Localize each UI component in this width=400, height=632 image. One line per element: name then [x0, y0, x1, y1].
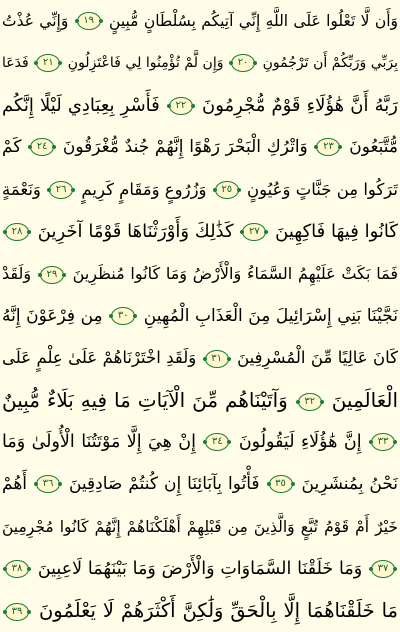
verse-text: وَمَا خَلَقْنَا السَّمَاوَاتِ وَالْأَرْضَ وَمَا بَيْنَهُمَا لَاعِبِينَ: [37, 558, 363, 579]
line-content: [2, 306, 398, 326]
text-line: [2, 84, 398, 126]
line-content: [2, 221, 398, 242]
ayah-number: ٢٩: [46, 268, 58, 280]
text-line: [2, 253, 398, 295]
ayah-end-marker: [215, 181, 239, 199]
verse-text: إِنَّ هَٰؤُلَاءِ لَيَقُولُونَ: [238, 432, 362, 453]
ayah-end-marker: [169, 97, 193, 115]
ayah-number: ٢٧: [248, 226, 260, 238]
text-line: [2, 42, 398, 84]
verse-text: وَإِنِّي عُذْتُ: [2, 11, 69, 30]
ayah-end-marker: [205, 433, 229, 451]
text-line: [2, 463, 398, 505]
line-content: [2, 180, 398, 200]
ayah-number: ٢٥: [221, 184, 233, 196]
verse-text: وَآتَيْنَاهُم مِّنَ الْآيَاتِ مَا فِيهِ بَلَاءٌ مُّبِينٌ: [2, 388, 288, 413]
verse-text: مِن فِرْعَوْنَ إِنَّهُ: [2, 305, 103, 326]
verse-text: وَلَقَدْ: [2, 264, 32, 284]
ayah-end-marker: [30, 138, 54, 156]
line-content: [2, 518, 398, 536]
line-content: [2, 95, 398, 116]
verse-text: وَنَعْمَةٍ: [2, 179, 41, 199]
ayah-number: ٢١: [42, 57, 54, 69]
verse-text: بِرَبِّي وَرَبِّكُمْ أَن تَرْجُمُونِ: [262, 55, 398, 72]
line-content: [2, 474, 398, 494]
text-line: [2, 295, 398, 337]
verse-text: وَاتْرُكِ الْبَحْرَ رَهْوًا إِنَّهُمْ جُندٌ مُّغْرَقُونَ: [62, 137, 308, 158]
ayah-number: ٣٠: [117, 309, 129, 321]
line-content: [2, 54, 398, 72]
verse-text: مُّتَّبَعُونَ: [349, 137, 398, 158]
ayah-number: ٣٩: [11, 605, 23, 617]
ayah-end-marker: [298, 393, 322, 411]
ayah-end-marker: [111, 307, 135, 325]
text-line: [2, 211, 398, 253]
ayah-end-marker: [371, 560, 395, 578]
verse-text: فَأَسْرِ بِعِبَادِي لَيْلًا إِنَّكُم: [2, 94, 160, 116]
ayah-end-marker: [205, 350, 229, 368]
ayah-number: ٣١: [211, 352, 223, 364]
verse-text: وَلَقَدِ اخْتَرْنَاهُمْ عَلَىٰ عِلْمٍ عَلَى: [2, 348, 197, 368]
verse-text: كَانُوا فِيهَا فَاكِهِينَ: [275, 221, 398, 243]
verse-text: فَمَا بَكَتْ عَلَيْهِمُ السَّمَاءُ وَالْأَرْضُ وَمَا كَانُوا مُنظَرِينَ: [72, 264, 398, 284]
ayah-number: ٣٢: [304, 395, 316, 407]
verse-text: كَانَ عَالِيًا مِّنَ الْمُسْرِفِينَ: [237, 348, 398, 368]
verse-text: خَيْرٌ أَمْ قَوْمُ تُبَّعٍ وَالَّذِينَ مِن قَبْلِهِمْ أَهْلَكْنَاهُمْ إِنَّهُمْ كَانُوا مُجْرِمِينَ: [2, 517, 398, 536]
ayah-end-marker: [371, 433, 395, 451]
verse-text: إِنْ هِيَ إِلَّا مَوْتَتُنَا الْأُولَىٰ وَمَا: [2, 432, 196, 453]
ayah-number: ١٩: [83, 15, 95, 27]
verse-text: وَإِن لَّمْ تُؤْمِنُوا لِي فَاعْتَزِلُونِ: [67, 55, 224, 72]
line-content: [2, 12, 398, 31]
verse-text: فَدَعَا: [2, 55, 29, 72]
ayah-end-marker: [231, 54, 255, 72]
ayah-number: ٢٠: [237, 57, 249, 69]
text-line: [2, 421, 398, 463]
text-line: [2, 0, 398, 42]
ayah-end-marker: [5, 603, 29, 621]
ayah-number: ٢٨: [11, 226, 23, 238]
verse-text: نَحْنُ بِمُنشَرِينَ: [301, 474, 398, 495]
ayah-number: ٢٦: [55, 184, 67, 196]
verse-text: أَهُمْ: [2, 474, 28, 495]
ayah-number: ٣٥: [275, 478, 286, 490]
line-content: [2, 348, 398, 368]
verse-text: كَمْ: [2, 137, 22, 158]
ayah-end-marker: [242, 223, 266, 241]
line-content: [2, 264, 398, 284]
verse-text: رَبَّهُ أَنَّ هَٰؤُلَاءِ قَوْمٌ مُّجْرِمُونَ: [202, 94, 398, 116]
text-line: [2, 506, 398, 548]
ayah-end-marker: [36, 54, 60, 72]
ayah-end-marker: [77, 12, 101, 30]
ayah-number: ٢٣: [323, 141, 334, 153]
ayah-number: ٣٧: [377, 562, 389, 574]
text-line: [2, 590, 398, 632]
ayah-number: ٣٤: [212, 436, 223, 448]
line-content: [2, 137, 398, 157]
text-line: [2, 126, 398, 168]
ayah-end-marker: [5, 223, 29, 241]
ayah-number: ٣٨: [11, 562, 23, 574]
line-content: [2, 388, 398, 412]
text-line: [2, 337, 398, 379]
verse-text: وَأَن لَّا تَعْلُوا عَلَى اللَّهِ إِنِّي آتِيكُم بِسُلْطَانٍ مُّبِينٍ: [109, 11, 398, 30]
ayah-end-marker: [40, 266, 64, 284]
ayah-end-marker: [5, 560, 29, 578]
ayah-end-marker: [49, 181, 73, 199]
ayah-number: ٣٣: [377, 436, 389, 448]
line-content: [2, 599, 398, 622]
ayah-end-marker: [269, 475, 293, 493]
text-line: [2, 548, 398, 590]
verse-text: وَزُرُوعٍ وَمَقَامٍ كَرِيمٍ: [81, 179, 207, 199]
ayah-number: ٢٢: [175, 99, 187, 111]
ayah-number: ٢٤: [36, 141, 48, 153]
verse-text: نَجَّيْنَا بَنِي إِسْرَائِيلَ مِنَ الْعَذَابِ الْمُهِينِ: [143, 305, 398, 326]
text-line: [2, 169, 398, 211]
ayah-number: ٣٦: [42, 478, 54, 490]
text-line: [2, 379, 398, 421]
verse-text: الْعَالَمِينَ: [331, 388, 398, 413]
verse-text: تَرَكُوا مِن جَنَّاتٍ وَعُيُونٍ: [247, 179, 398, 199]
line-content: [2, 432, 398, 452]
ayah-end-marker: [36, 475, 60, 493]
verse-text: مَا خَلَقْنَاهُمَا إِلَّا بِالْحَقِّ وَلَٰكِنَّ أَكْثَرَهُمْ لَا يَعْلَمُونَ: [38, 599, 398, 623]
ayah-end-marker: [316, 138, 340, 156]
verse-text: فَأْتُوا بِآبَائِنَا إِن كُنتُمْ صَادِقِينَ: [68, 474, 260, 495]
verse-text: كَذَٰلِكَ وَأَوْرَثْنَاهَا قَوْمًا آخَرِينَ: [37, 221, 234, 243]
line-content: [2, 559, 398, 579]
